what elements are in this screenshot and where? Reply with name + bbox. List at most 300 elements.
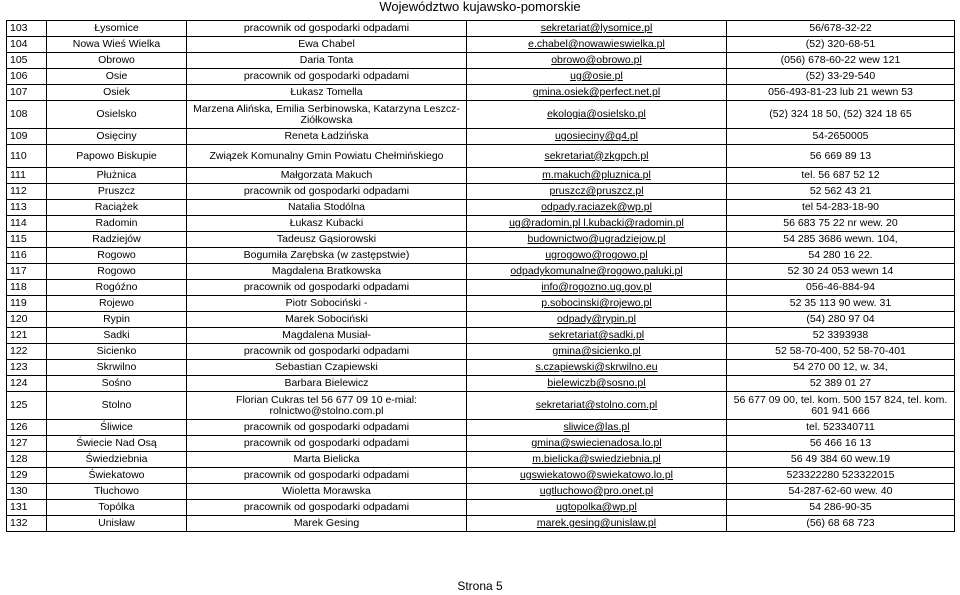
- contact-phone-text: 54 280 16 22.: [808, 249, 873, 261]
- table-row: [7, 37, 955, 53]
- contact-phone: [727, 312, 955, 328]
- municipality-name-text: Płużnica: [96, 169, 137, 181]
- row-number: [7, 328, 47, 344]
- table-row: [7, 452, 955, 468]
- municipality-name-text: Osielsko: [96, 108, 137, 120]
- municipality-name-text: Osiek: [103, 86, 130, 98]
- municipality-name: [47, 232, 187, 248]
- municipality-name: [47, 248, 187, 264]
- contact-person: [187, 69, 467, 85]
- contact-email-text[interactable]: m.bielicka@swiedziebnia.pl: [532, 453, 661, 465]
- municipality-name-text: Świedziebnia: [85, 453, 148, 465]
- row-number: [7, 376, 47, 392]
- contact-person: [187, 264, 467, 280]
- contact-email: [467, 376, 727, 392]
- row-number-text: 125: [10, 399, 28, 411]
- contact-person-text: Barbara Bielewicz: [284, 377, 369, 389]
- contact-email-text[interactable]: sliwice@las.pl: [563, 421, 630, 433]
- municipality-name: [47, 360, 187, 376]
- row-number-text: 108: [10, 108, 28, 120]
- municipality-name: [47, 436, 187, 452]
- contact-phone: [727, 392, 955, 420]
- row-number-text: 124: [10, 377, 28, 389]
- contact-email: [467, 37, 727, 53]
- contact-person: [187, 452, 467, 468]
- contact-email-text[interactable]: marek.gesing@unislaw.pl: [536, 517, 657, 529]
- contact-person-text: pracownik od gospodarki odpadami: [243, 437, 410, 449]
- contact-email-text[interactable]: m.makuch@pluznica.pl: [542, 169, 651, 181]
- contact-person: [187, 312, 467, 328]
- contact-phone-text: 56 669 89 13: [809, 149, 872, 162]
- contact-email: [467, 101, 727, 129]
- table-row: [7, 312, 955, 328]
- contact-email-text[interactable]: obrowo@obrowo.pl: [551, 54, 642, 66]
- municipality-name-text: Świekatowo: [88, 469, 145, 481]
- municipality-name: [47, 69, 187, 85]
- contact-phone-text: 54 285 3686 wewn. 104,: [783, 233, 898, 245]
- contact-person-text: Wioletta Morawska: [282, 485, 371, 497]
- contacts-table: [6, 20, 955, 532]
- row-number: [7, 129, 47, 145]
- table-row: [7, 53, 955, 69]
- table-row: [7, 484, 955, 500]
- contact-person: [187, 200, 467, 216]
- contact-email: [467, 468, 727, 484]
- page-footer: Strona 5: [457, 579, 503, 593]
- municipality-name-text: Stolno: [101, 399, 132, 411]
- contact-phone-text: (56) 68 68 723: [806, 517, 875, 529]
- municipality-name: [47, 37, 187, 53]
- row-number-text: 106: [10, 70, 28, 82]
- contact-person: [187, 468, 467, 484]
- contact-email: [467, 452, 727, 468]
- municipality-name: [47, 452, 187, 468]
- contact-person-text: Magdalena Musiał-: [282, 329, 371, 341]
- contact-phone: [727, 468, 955, 484]
- contact-phone-text: tel. 56 687 52 12: [801, 169, 880, 181]
- municipality-name: [47, 296, 187, 312]
- contact-phone-text: 54 270 00 12, w. 34,: [793, 361, 888, 373]
- contact-email-text[interactable]: e.chabel@nowawieswielka.pl: [528, 38, 665, 50]
- contact-person: [187, 101, 467, 129]
- contact-person: [187, 296, 467, 312]
- contact-person-text: pracownik od gospodarki odpadami: [243, 185, 410, 197]
- row-number-text: 115: [10, 233, 27, 245]
- contact-phone: [727, 145, 955, 168]
- row-number-text: 121: [10, 329, 28, 341]
- table-row: [7, 69, 955, 85]
- contact-email-text[interactable]: ug@osie.pl: [570, 70, 623, 82]
- contact-email: [467, 328, 727, 344]
- contact-phone-text: 56 683 75 22 nr wew. 20: [783, 217, 898, 229]
- municipality-name: [47, 101, 187, 129]
- table-row: [7, 21, 955, 37]
- row-number: [7, 360, 47, 376]
- row-number: [7, 53, 47, 69]
- contact-person: [187, 328, 467, 344]
- row-number: [7, 37, 47, 53]
- row-number-text: 104: [10, 38, 28, 50]
- contact-phone: [727, 484, 955, 500]
- contact-phone: [727, 37, 955, 53]
- contact-email-text[interactable]: gmina@sicienko.pl: [552, 345, 641, 357]
- municipality-name-text: Śliwice: [100, 421, 133, 433]
- row-number: [7, 420, 47, 436]
- row-number: [7, 280, 47, 296]
- municipality-name-text: Unisław: [98, 517, 135, 529]
- contact-person-text: pracownik od gospodarki odpadami: [243, 70, 410, 82]
- municipality-name-text: Osie: [105, 70, 128, 82]
- contact-email: [467, 85, 727, 101]
- row-number: [7, 296, 47, 312]
- contact-phone-text: 52 30 24 053 wewn 14: [787, 265, 894, 277]
- contact-person: [187, 360, 467, 376]
- contact-phone: [727, 200, 955, 216]
- contact-person-text: Natalia Stodólna: [287, 201, 366, 213]
- row-number: [7, 184, 47, 200]
- contact-phone: [727, 216, 955, 232]
- table-row: [7, 376, 955, 392]
- contact-email-text[interactable]: sekretariat@lysomice.pl: [540, 22, 653, 34]
- contact-email: [467, 436, 727, 452]
- table-row: [7, 168, 955, 184]
- row-number: [7, 168, 47, 184]
- contact-email: [467, 216, 727, 232]
- table-row: [7, 101, 955, 129]
- municipality-name: [47, 21, 187, 37]
- contact-email: [467, 264, 727, 280]
- row-number: [7, 232, 47, 248]
- municipality-name: [47, 484, 187, 500]
- municipality-name-text: Rogóźno: [95, 281, 138, 293]
- contact-email-text[interactable]: s.czapiewski@skrwilno.eu: [535, 361, 658, 373]
- municipality-name: [47, 53, 187, 69]
- row-number-text: 105: [10, 54, 28, 66]
- municipality-name: [47, 85, 187, 101]
- contact-phone: [727, 85, 955, 101]
- row-number-text: 132: [10, 517, 28, 529]
- contact-phone-text: tel 54-283-18-90: [801, 201, 880, 213]
- municipality-name: [47, 376, 187, 392]
- contact-email-text[interactable]: odpady@rypin.pl: [557, 313, 636, 325]
- municipality-name-text: Rogowo: [97, 249, 136, 261]
- row-number: [7, 145, 47, 168]
- contact-email: [467, 360, 727, 376]
- contact-person-text: Marzena Alińska, Emilia Serbinowska, Katarzyna Leszcz-Ziółkowska: [193, 102, 460, 126]
- contact-email: [467, 280, 727, 296]
- row-number-text: 130: [10, 485, 28, 497]
- table-row: [7, 500, 955, 516]
- municipality-name: [47, 200, 187, 216]
- contact-email: [467, 129, 727, 145]
- contact-person: [187, 168, 467, 184]
- municipality-name: [47, 168, 187, 184]
- table-row: [7, 516, 955, 532]
- row-number: [7, 500, 47, 516]
- contact-person: [187, 53, 467, 69]
- contact-person-text: Łukasz Kubacki: [289, 217, 364, 229]
- contact-phone: [727, 420, 955, 436]
- contact-phone: [727, 69, 955, 85]
- contact-phone: [727, 376, 955, 392]
- row-number: [7, 21, 47, 37]
- contact-phone: [727, 328, 955, 344]
- row-number-text: 114: [10, 217, 27, 229]
- contact-phone: [727, 101, 955, 129]
- contact-email: [467, 484, 727, 500]
- municipality-name-text: Sadki: [103, 329, 130, 341]
- contact-person: [187, 392, 467, 420]
- contact-phone: [727, 184, 955, 200]
- contact-person-text: pracownik od gospodarki odpadami: [243, 421, 410, 433]
- contact-phone-text: 056-46-884-94: [806, 281, 875, 293]
- municipality-name-text: Topólka: [98, 501, 135, 513]
- contact-person-text: Tadeusz Gąsiorowski: [276, 233, 377, 245]
- contact-person: [187, 436, 467, 452]
- table-row: [7, 264, 955, 280]
- municipality-name-text: Sośno: [101, 377, 132, 389]
- contact-person: [187, 248, 467, 264]
- contact-phone: [727, 232, 955, 248]
- municipality-name: [47, 264, 187, 280]
- contact-email-text[interactable]: gmina@swiecienadosa.lo.pl: [531, 437, 662, 449]
- contact-email: [467, 232, 727, 248]
- row-number: [7, 216, 47, 232]
- contact-email-text[interactable]: sekretariat@sadki.pl: [548, 329, 645, 341]
- contact-person: [187, 37, 467, 53]
- row-number-text: 113: [10, 201, 27, 213]
- table-row: [7, 436, 955, 452]
- contact-email: [467, 21, 727, 37]
- municipality-name: [47, 516, 187, 532]
- contact-email: [467, 184, 727, 200]
- contact-email: [467, 168, 727, 184]
- row-number: [7, 392, 47, 420]
- contact-phone: [727, 129, 955, 145]
- contact-email-text[interactable]: ugtluchowo@pro.onet.pl: [539, 485, 654, 497]
- contact-phone-text: 54-287-62-60 wew. 40: [788, 485, 893, 497]
- row-number-text: 127: [10, 437, 28, 449]
- municipality-name-text: Nowa Wieś Wielka: [72, 38, 161, 50]
- contact-email: [467, 392, 727, 420]
- municipality-name-text: Sicienko: [96, 345, 137, 357]
- row-number-text: 128: [10, 453, 28, 465]
- contact-person-text: Piotr Sobociński -: [285, 297, 368, 309]
- contact-phone-text: 52 389 01 27: [809, 377, 872, 389]
- municipality-name-text: Radomin: [95, 217, 138, 229]
- contact-email-text[interactable]: info@rogozno.ug.gov.pl: [541, 281, 652, 293]
- contact-phone: [727, 436, 955, 452]
- contact-phone: [727, 280, 955, 296]
- contact-phone-text: 56/678-32-22: [809, 22, 872, 34]
- contact-email-text[interactable]: ugosieciny@q4.pl: [554, 130, 639, 142]
- table-row: [7, 216, 955, 232]
- municipality-name: [47, 328, 187, 344]
- contact-phone-text: (52) 320-68-51: [805, 38, 876, 50]
- row-number-text: 131: [10, 501, 28, 513]
- municipality-name-text: Rypin: [103, 313, 130, 325]
- table-row: [7, 129, 955, 145]
- contact-person-text: Reneta Ładzińska: [284, 130, 369, 142]
- contact-person: [187, 420, 467, 436]
- contact-email: [467, 312, 727, 328]
- contact-phone: [727, 296, 955, 312]
- contact-phone-text: 52 562 43 21: [809, 185, 872, 197]
- contact-email-text[interactable]: ugswiekatowo@swiekatowo.lo.pl: [519, 469, 674, 481]
- contact-phone-text: 52 3393938: [812, 329, 869, 341]
- row-number-text: 120: [10, 313, 28, 325]
- contact-person: [187, 85, 467, 101]
- municipality-name: [47, 312, 187, 328]
- municipality-name: [47, 420, 187, 436]
- table-row: [7, 232, 955, 248]
- contact-email-text[interactable]: gmina.osiek@perfect.net.pl: [532, 86, 661, 98]
- contact-person: [187, 21, 467, 37]
- contact-person: [187, 145, 467, 168]
- contact-phone: [727, 168, 955, 184]
- row-number: [7, 85, 47, 101]
- contact-email: [467, 500, 727, 516]
- table-row: [7, 328, 955, 344]
- contact-person-text: pracownik od gospodarki odpadami: [243, 345, 410, 357]
- contact-email-text[interactable]: ugtopolka@wp.pl: [556, 501, 637, 513]
- contact-person: [187, 484, 467, 500]
- contact-phone: [727, 264, 955, 280]
- table-row: [7, 344, 955, 360]
- contact-email-text[interactable]: ug@radomin.pl l.kubacki@radomin.pl: [509, 217, 684, 229]
- row-number-text: 111: [10, 169, 26, 181]
- contact-person: [187, 344, 467, 360]
- table-row: [7, 145, 955, 168]
- municipality-name-text: Papowo Biskupie: [76, 149, 157, 162]
- table-row: [7, 360, 955, 376]
- row-number-text: 107: [10, 86, 28, 98]
- row-number-text: 119: [10, 297, 27, 309]
- contact-email-text[interactable]: sekretariat@zkgpch.pl: [544, 149, 649, 162]
- contact-phone-text: 523322280 523322015: [786, 469, 895, 481]
- contact-person-text: Marek Sobociński: [285, 313, 368, 325]
- contact-person-text: Łukasz Tomella: [290, 86, 363, 98]
- contact-email-text[interactable]: budownictwo@ugradziejow.pl: [527, 233, 666, 245]
- contact-email-text[interactable]: sekretariat@stolno.com.pl: [535, 399, 658, 411]
- row-number: [7, 452, 47, 468]
- contact-phone: [727, 21, 955, 37]
- contact-person-text: Związek Komunalny Gmin Powiatu Chełmińskiego: [209, 149, 444, 162]
- row-number: [7, 484, 47, 500]
- contact-email: [467, 248, 727, 264]
- table-row: [7, 200, 955, 216]
- municipality-name: [47, 392, 187, 420]
- table-row: [7, 392, 955, 420]
- contact-person: [187, 516, 467, 532]
- table-row: [7, 296, 955, 312]
- contact-person-text: Florian Cukras tel 56 677 09 10 e-mial: rolnictwo@stolno.com.pl: [236, 393, 417, 417]
- contact-phone: [727, 53, 955, 69]
- contact-phone: [727, 516, 955, 532]
- municipality-name-text: Rojewo: [98, 297, 135, 309]
- row-number: [7, 468, 47, 484]
- row-number-text: 126: [10, 421, 28, 433]
- contact-phone-text: 056-493-81-23 lub 21 wewn 53: [768, 86, 913, 98]
- row-number-text: 116: [10, 249, 27, 261]
- contact-email-text[interactable]: pruszcz@pruszcz.pl: [549, 185, 644, 197]
- contact-phone-text: tel. 523340711: [806, 421, 875, 433]
- contact-phone: [727, 452, 955, 468]
- table-row: [7, 280, 955, 296]
- table-row: [7, 85, 955, 101]
- municipality-name: [47, 344, 187, 360]
- table-row: [7, 184, 955, 200]
- contact-person: [187, 129, 467, 145]
- contact-email-text[interactable]: ekologia@osielsko.pl: [547, 108, 646, 120]
- contact-person-text: Sebastian Czapiewski: [275, 361, 378, 373]
- row-number-text: 110: [10, 149, 27, 162]
- table-row: [7, 420, 955, 436]
- contact-phone-text: 56 677 09 00, tel. kom. 500 157 824, tel. kom. 601 941 666: [733, 393, 948, 417]
- contact-email-text[interactable]: p.sobocinski@rojewo.pl: [541, 297, 652, 309]
- contact-person: [187, 376, 467, 392]
- contacts-table-body: [7, 21, 955, 532]
- contact-person-text: Ewa Chabel: [298, 38, 355, 50]
- contact-phone: [727, 344, 955, 360]
- contact-email: [467, 420, 727, 436]
- municipality-name-text: Osięciny: [96, 130, 137, 142]
- row-number: [7, 264, 47, 280]
- contact-person-text: Daria Tonta: [299, 54, 354, 66]
- contact-email: [467, 200, 727, 216]
- contact-phone-text: (54) 280 97 04: [806, 313, 875, 325]
- contact-email: [467, 296, 727, 312]
- table-row: [7, 468, 955, 484]
- contact-phone-text: (52) 33-29-540: [805, 70, 876, 82]
- row-number: [7, 200, 47, 216]
- row-number: [7, 344, 47, 360]
- row-number: [7, 69, 47, 85]
- contact-phone-text: 56 466 16 13: [809, 437, 872, 449]
- contact-email-text[interactable]: ugrogowo@rogowo.pl: [545, 249, 648, 261]
- municipality-name-text: Łysomice: [94, 22, 139, 34]
- contact-person: [187, 216, 467, 232]
- municipality-name: [47, 184, 187, 200]
- municipality-name: [47, 280, 187, 296]
- contact-person: [187, 184, 467, 200]
- municipality-name: [47, 500, 187, 516]
- contact-person-text: Marek Gesing: [293, 517, 360, 529]
- contact-email-text[interactable]: bielewiczb@sosno.pl: [547, 377, 646, 389]
- contact-person-text: Bogumiła Zarębska (w zastępstwie): [243, 249, 410, 261]
- contact-phone-text: (056) 678-60-22 wew 121: [780, 54, 901, 66]
- row-number: [7, 101, 47, 129]
- municipality-name-text: Obrowo: [98, 54, 135, 66]
- contact-person-text: Magdalena Bratkowska: [271, 265, 382, 277]
- contact-person: [187, 280, 467, 296]
- municipality-name-text: Tłuchowo: [94, 485, 139, 497]
- contact-phone-text: 52 35 113 90 wew. 31: [789, 297, 892, 309]
- row-number: [7, 436, 47, 452]
- row-number: [7, 312, 47, 328]
- row-number-text: 112: [10, 185, 27, 197]
- contact-phone-text: (52) 324 18 50, (52) 324 18 65: [769, 108, 912, 120]
- contact-person-text: pracownik od gospodarki odpadami: [243, 22, 410, 34]
- row-number: [7, 516, 47, 532]
- contact-email-text[interactable]: odpadykomunalne@rogowo.paluki.pl: [510, 265, 683, 277]
- contact-phone: [727, 248, 955, 264]
- municipality-name-text: Raciążek: [94, 201, 139, 213]
- row-number-text: 118: [10, 281, 27, 293]
- contact-person-text: pracownik od gospodarki odpadami: [243, 469, 410, 481]
- contact-person-text: Małgorzata Makuch: [280, 169, 373, 181]
- contact-email-text[interactable]: odpady.raciazek@wp.pl: [541, 201, 652, 213]
